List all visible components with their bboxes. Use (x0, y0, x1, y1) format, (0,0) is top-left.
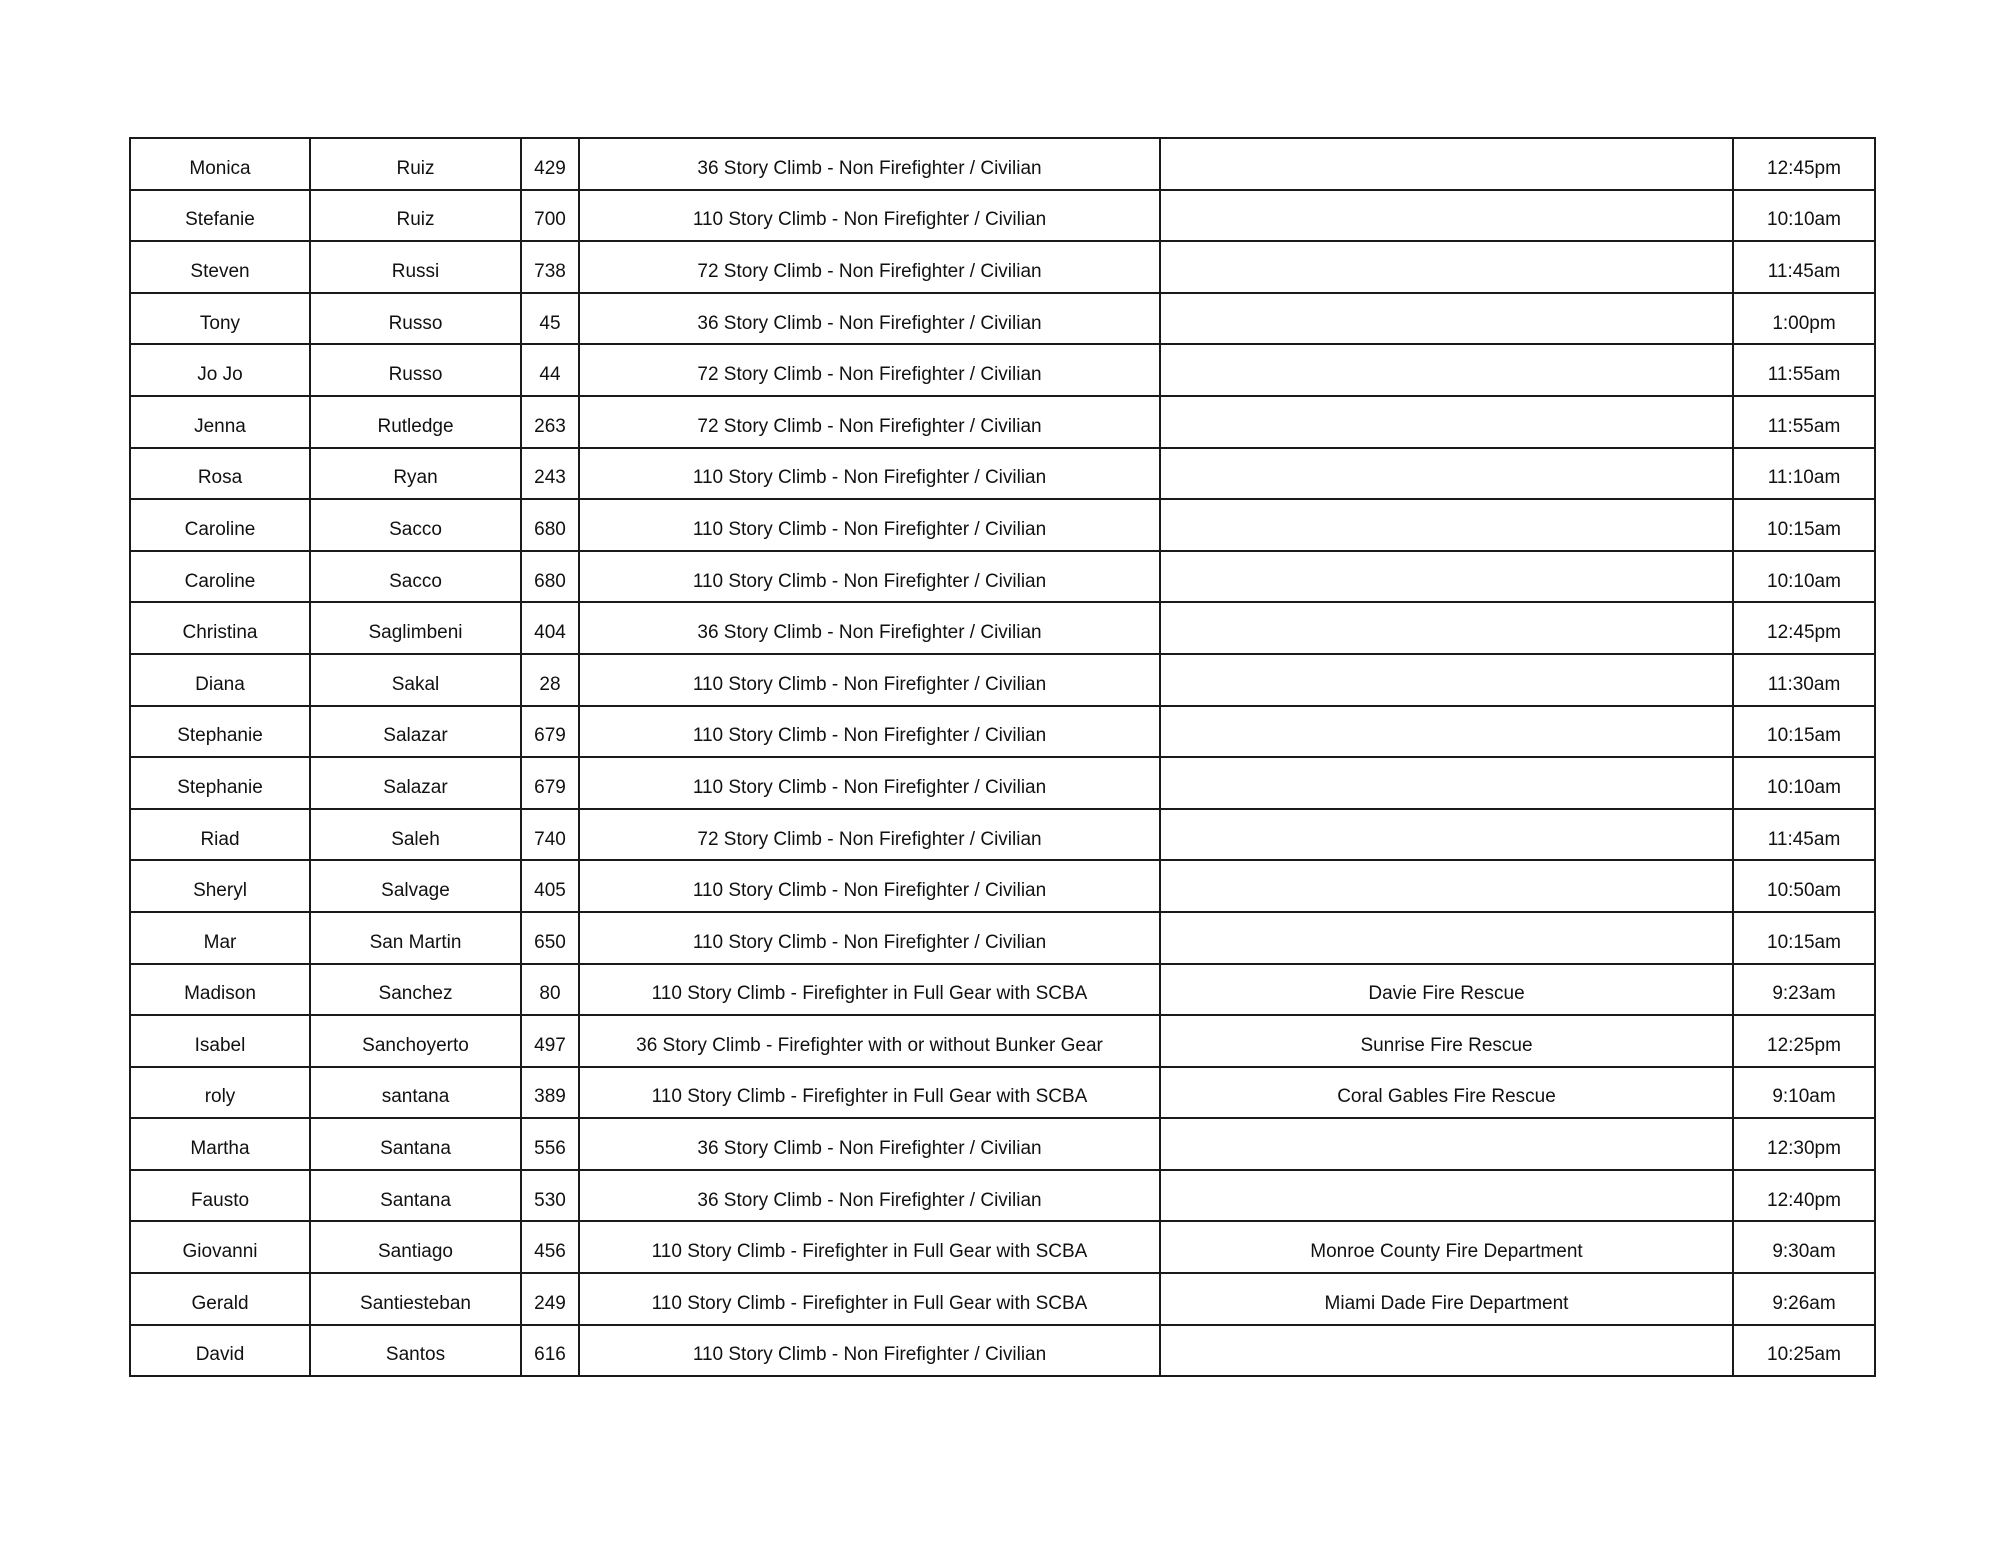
event-cell: 110 Story Climb - Non Firefighter / Civilian (579, 448, 1160, 500)
bib-number-cell: 616 (521, 1325, 579, 1377)
event-cell: 72 Story Climb - Non Firefighter / Civilian (579, 344, 1160, 396)
bib-number-cell: 405 (521, 860, 579, 912)
bib-number-cell: 456 (521, 1221, 579, 1273)
start-time-cell: 12:45pm (1733, 602, 1875, 654)
start-time-cell: 12:45pm (1733, 138, 1875, 190)
bib-number-cell: 679 (521, 757, 579, 809)
table-row (130, 448, 1875, 500)
department-cell (1160, 448, 1733, 500)
last-name-cell: Salazar (310, 706, 521, 758)
department-cell (1160, 1325, 1733, 1377)
start-time-cell: 12:30pm (1733, 1118, 1875, 1170)
department-cell (1160, 344, 1733, 396)
first-name-cell: Diana (130, 654, 310, 706)
last-name-cell: Santiesteban (310, 1273, 521, 1325)
start-time-cell: 11:45am (1733, 241, 1875, 293)
event-cell: 36 Story Climb - Firefighter with or without Bunker Gear (579, 1015, 1160, 1067)
department-cell (1160, 190, 1733, 242)
bib-number-cell: 45 (521, 293, 579, 345)
first-name-cell: Gerald (130, 1273, 310, 1325)
table-row (130, 809, 1875, 861)
first-name-cell: Caroline (130, 551, 310, 603)
event-cell: 72 Story Climb - Non Firefighter / Civilian (579, 241, 1160, 293)
first-name-cell: Jenna (130, 396, 310, 448)
bib-number-cell: 263 (521, 396, 579, 448)
department-cell (1160, 602, 1733, 654)
bib-number-cell: 650 (521, 912, 579, 964)
bib-number-cell: 740 (521, 809, 579, 861)
first-name-cell: David (130, 1325, 310, 1377)
start-time-cell: 9:10am (1733, 1067, 1875, 1119)
table-row (130, 1067, 1875, 1119)
event-cell: 110 Story Climb - Firefighter in Full Gear with SCBA (579, 964, 1160, 1016)
last-name-cell: Russo (310, 344, 521, 396)
start-time-cell: 12:25pm (1733, 1015, 1875, 1067)
event-cell: 110 Story Climb - Non Firefighter / Civilian (579, 654, 1160, 706)
table-row (130, 241, 1875, 293)
department-cell (1160, 1170, 1733, 1222)
table-row (130, 190, 1875, 242)
last-name-cell: Rutledge (310, 396, 521, 448)
first-name-cell: Caroline (130, 499, 310, 551)
start-time-cell: 10:50am (1733, 860, 1875, 912)
first-name-cell: Madison (130, 964, 310, 1016)
department-cell: Davie Fire Rescue (1160, 964, 1733, 1016)
department-cell (1160, 293, 1733, 345)
start-time-cell: 10:10am (1733, 190, 1875, 242)
first-name-cell: Tony (130, 293, 310, 345)
first-name-cell: Stephanie (130, 706, 310, 758)
bib-number-cell: 738 (521, 241, 579, 293)
last-name-cell: Santana (310, 1118, 521, 1170)
table-row (130, 964, 1875, 1016)
department-cell (1160, 654, 1733, 706)
table-row (130, 1015, 1875, 1067)
start-time-cell: 10:25am (1733, 1325, 1875, 1377)
start-time-cell: 10:10am (1733, 551, 1875, 603)
first-name-cell: Steven (130, 241, 310, 293)
department-cell: Sunrise Fire Rescue (1160, 1015, 1733, 1067)
table-row (130, 344, 1875, 396)
first-name-cell: Giovanni (130, 1221, 310, 1273)
bib-number-cell: 497 (521, 1015, 579, 1067)
table-row (130, 1118, 1875, 1170)
first-name-cell: Jo Jo (130, 344, 310, 396)
last-name-cell: Russi (310, 241, 521, 293)
bib-number-cell: 530 (521, 1170, 579, 1222)
department-cell (1160, 809, 1733, 861)
event-cell: 110 Story Climb - Non Firefighter / Civilian (579, 1325, 1160, 1377)
first-name-cell: Martha (130, 1118, 310, 1170)
last-name-cell: Saleh (310, 809, 521, 861)
first-name-cell: Mar (130, 912, 310, 964)
event-cell: 36 Story Climb - Non Firefighter / Civilian (579, 602, 1160, 654)
event-cell: 110 Story Climb - Non Firefighter / Civilian (579, 551, 1160, 603)
last-name-cell: Sakal (310, 654, 521, 706)
event-cell: 110 Story Climb - Non Firefighter / Civilian (579, 757, 1160, 809)
event-cell: 110 Story Climb - Non Firefighter / Civilian (579, 499, 1160, 551)
start-time-cell: 9:30am (1733, 1221, 1875, 1273)
bib-number-cell: 404 (521, 602, 579, 654)
participant-table-body (130, 138, 1875, 1376)
table-row (130, 1221, 1875, 1273)
table-row (130, 602, 1875, 654)
first-name-cell: Fausto (130, 1170, 310, 1222)
event-cell: 36 Story Climb - Non Firefighter / Civilian (579, 293, 1160, 345)
table-row (130, 499, 1875, 551)
event-cell: 110 Story Climb - Non Firefighter / Civilian (579, 912, 1160, 964)
start-time-cell: 10:10am (1733, 757, 1875, 809)
table-row (130, 138, 1875, 190)
event-cell: 110 Story Climb - Non Firefighter / Civilian (579, 860, 1160, 912)
bib-number-cell: 429 (521, 138, 579, 190)
first-name-cell: Christina (130, 602, 310, 654)
last-name-cell: Sanchoyerto (310, 1015, 521, 1067)
bib-number-cell: 680 (521, 551, 579, 603)
event-cell: 110 Story Climb - Non Firefighter / Civilian (579, 706, 1160, 758)
start-time-cell: 11:30am (1733, 654, 1875, 706)
table-row (130, 912, 1875, 964)
table-row (130, 1273, 1875, 1325)
department-cell (1160, 757, 1733, 809)
department-cell (1160, 499, 1733, 551)
bib-number-cell: 28 (521, 654, 579, 706)
last-name-cell: Sacco (310, 551, 521, 603)
first-name-cell: roly (130, 1067, 310, 1119)
start-time-cell: 12:40pm (1733, 1170, 1875, 1222)
department-cell (1160, 241, 1733, 293)
bib-number-cell: 556 (521, 1118, 579, 1170)
department-cell (1160, 860, 1733, 912)
event-cell: 110 Story Climb - Non Firefighter / Civilian (579, 190, 1160, 242)
last-name-cell: Salazar (310, 757, 521, 809)
first-name-cell: Isabel (130, 1015, 310, 1067)
last-name-cell: santana (310, 1067, 521, 1119)
bib-number-cell: 249 (521, 1273, 579, 1325)
event-cell: 72 Story Climb - Non Firefighter / Civilian (579, 396, 1160, 448)
last-name-cell: Saglimbeni (310, 602, 521, 654)
first-name-cell: Riad (130, 809, 310, 861)
event-cell: 110 Story Climb - Firefighter in Full Gear with SCBA (579, 1273, 1160, 1325)
department-cell (1160, 138, 1733, 190)
start-time-cell: 10:15am (1733, 499, 1875, 551)
last-name-cell: San Martin (310, 912, 521, 964)
last-name-cell: Ryan (310, 448, 521, 500)
start-time-cell: 10:15am (1733, 706, 1875, 758)
start-time-cell: 9:23am (1733, 964, 1875, 1016)
last-name-cell: Russo (310, 293, 521, 345)
event-cell: 110 Story Climb - Firefighter in Full Gear with SCBA (579, 1067, 1160, 1119)
start-time-cell: 10:15am (1733, 912, 1875, 964)
first-name-cell: Sheryl (130, 860, 310, 912)
last-name-cell: Ruiz (310, 190, 521, 242)
department-cell (1160, 551, 1733, 603)
bib-number-cell: 679 (521, 706, 579, 758)
start-time-cell: 11:55am (1733, 344, 1875, 396)
bib-number-cell: 80 (521, 964, 579, 1016)
last-name-cell: Santana (310, 1170, 521, 1222)
department-cell (1160, 1118, 1733, 1170)
event-cell: 36 Story Climb - Non Firefighter / Civilian (579, 1118, 1160, 1170)
first-name-cell: Monica (130, 138, 310, 190)
last-name-cell: Salvage (310, 860, 521, 912)
last-name-cell: Sacco (310, 499, 521, 551)
department-cell: Miami Dade Fire Department (1160, 1273, 1733, 1325)
department-cell (1160, 396, 1733, 448)
table-row (130, 293, 1875, 345)
department-cell: Coral Gables Fire Rescue (1160, 1067, 1733, 1119)
start-time-cell: 11:45am (1733, 809, 1875, 861)
bib-number-cell: 44 (521, 344, 579, 396)
first-name-cell: Rosa (130, 448, 310, 500)
table-row (130, 1325, 1875, 1377)
last-name-cell: Santiago (310, 1221, 521, 1273)
event-cell: 36 Story Climb - Non Firefighter / Civilian (579, 138, 1160, 190)
start-time-cell: 11:55am (1733, 396, 1875, 448)
table-row (130, 551, 1875, 603)
start-time-cell: 11:10am (1733, 448, 1875, 500)
table-row (130, 706, 1875, 758)
event-cell: 36 Story Climb - Non Firefighter / Civilian (579, 1170, 1160, 1222)
start-time-cell: 1:00pm (1733, 293, 1875, 345)
first-name-cell: Stephanie (130, 757, 310, 809)
start-time-cell: 9:26am (1733, 1273, 1875, 1325)
table-row (130, 860, 1875, 912)
last-name-cell: Sanchez (310, 964, 521, 1016)
last-name-cell: Ruiz (310, 138, 521, 190)
table-row (130, 1170, 1875, 1222)
bib-number-cell: 680 (521, 499, 579, 551)
event-cell: 110 Story Climb - Firefighter in Full Gear with SCBA (579, 1221, 1160, 1273)
bib-number-cell: 389 (521, 1067, 579, 1119)
department-cell (1160, 912, 1733, 964)
participant-table (129, 137, 1876, 1377)
first-name-cell: Stefanie (130, 190, 310, 242)
table-row (130, 757, 1875, 809)
event-cell: 72 Story Climb - Non Firefighter / Civilian (579, 809, 1160, 861)
bib-number-cell: 243 (521, 448, 579, 500)
table-row (130, 654, 1875, 706)
bib-number-cell: 700 (521, 190, 579, 242)
table-row (130, 396, 1875, 448)
department-cell (1160, 706, 1733, 758)
department-cell: Monroe County Fire Department (1160, 1221, 1733, 1273)
last-name-cell: Santos (310, 1325, 521, 1377)
